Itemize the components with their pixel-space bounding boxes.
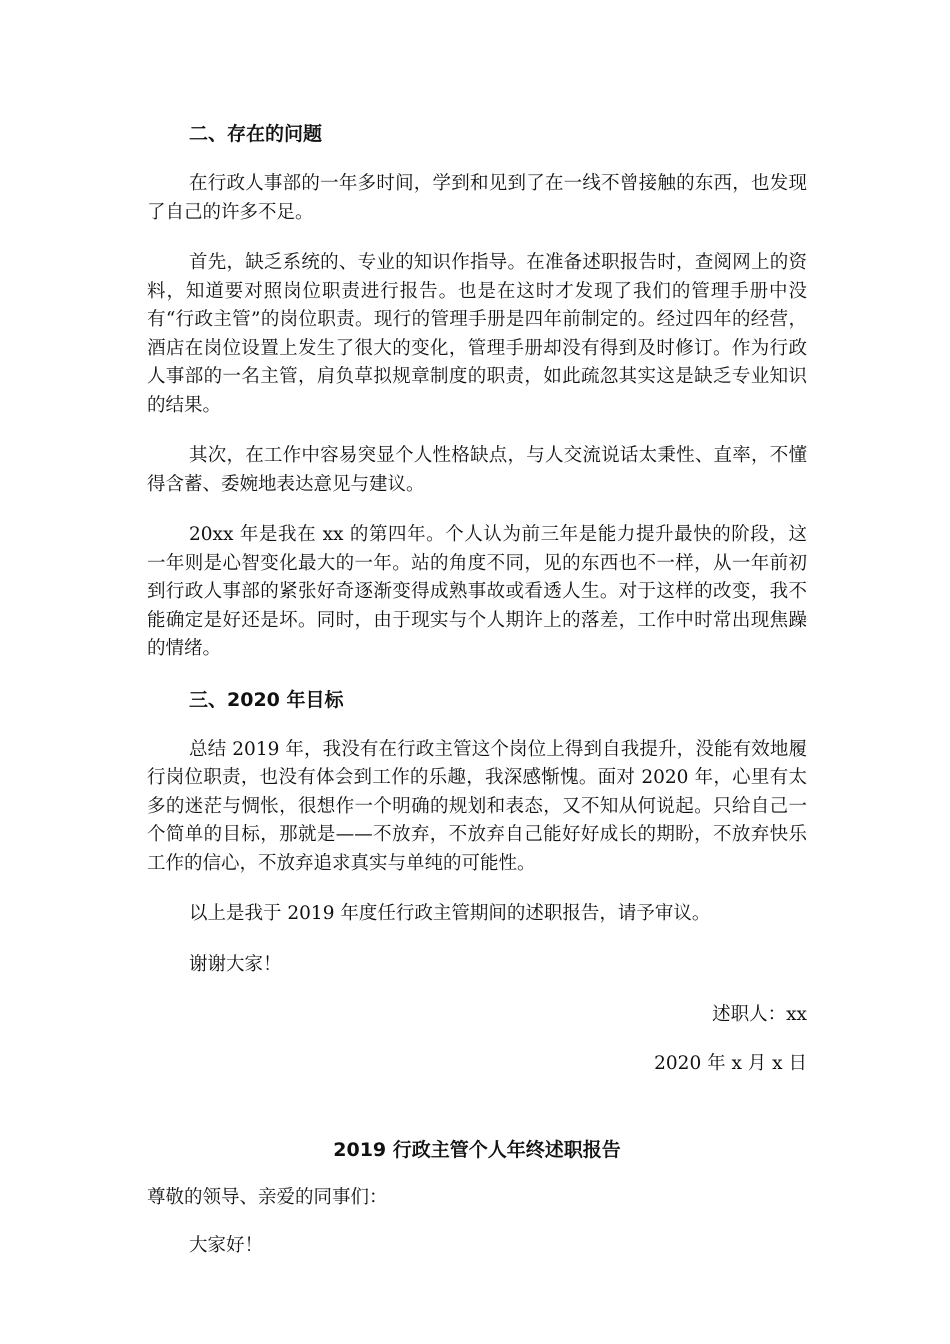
section-heading-goals: 三、2020 年目标 xyxy=(189,688,344,711)
paragraph: 首先，缺乏系统的、专业的知识作指导。在准备述职报告时，查阅网上的资料，知道要对照岗位职责进行报告。也是在这时才发现了我们的管理手册中没有“行政主管”的岗位职责。现行的管理手册是四年前制定的。经过四年的经营，酒店在岗位设置上发生了很大的变化，管理手册却没有得到及时修订。作为行政人事部的一名主管，肩负草拟规章制度的职责，如此疏忽其实这是缺乏专业知识的结果。 xyxy=(147,252,807,416)
document-title: 2019 行政主管个人年终述职报告 xyxy=(333,1139,621,1161)
salutation: 尊敬的领导、亲爱的同事们： xyxy=(147,1187,388,1208)
signature-date: 2020 年 x 月 x 日 xyxy=(654,1053,807,1074)
greeting: 大家好！ xyxy=(189,1235,264,1256)
paragraph: 谢谢大家！ xyxy=(189,953,282,975)
paragraph: 其次，在工作中容易突显个人性格缺点，与人交流说话太秉性、直率，不懂得含蓄、委婉地表达意见与建议。 xyxy=(147,445,807,495)
paragraph: 总结 2019 年，我没有在行政主管这个岗位上得到自我提升，没能有效地履行岗位职责，也没有体会到工作的乐趣，我深感惭愧。面对 2020 年，心里有太多的迷茫与惆怅，很想作一个明确的规划和表态，又不知从何说起。只给自己一个简单的目标，那就是——不放弃，不放弃自己能好好成长的期盼，不放弃快乐工作的信心，不放弃追求真实与单纯的可能性。 xyxy=(147,738,807,874)
section-heading-problems: 二、存在的问题 xyxy=(189,123,323,145)
paragraph: 20xx 年是我在 xx 的第四年。个人认为前三年是能力提升最快的阶段，这一年则是心智变化最大的一年。站的角度不同，见的东西也不一样，从一年前初到行政人事部的紧张好奇逐渐变得成熟事故或看透人生。对于这样的改变，我不能确定是好还是坏。同时，由于现实与个人期许上的落差，工作中时常出现焦躁的情绪。 xyxy=(147,524,807,659)
paragraph: 在行政人事部的一年多时间，学到和见到了在一线不曾接触的东西，也发现了自己的许多不足。 xyxy=(147,173,807,223)
paragraph: 以上是我于 2019 年度任行政主管期间的述职报告，请予审议。 xyxy=(189,903,711,924)
document-page xyxy=(147,120,807,1283)
signature-name: 述职人：xx xyxy=(712,1004,807,1025)
